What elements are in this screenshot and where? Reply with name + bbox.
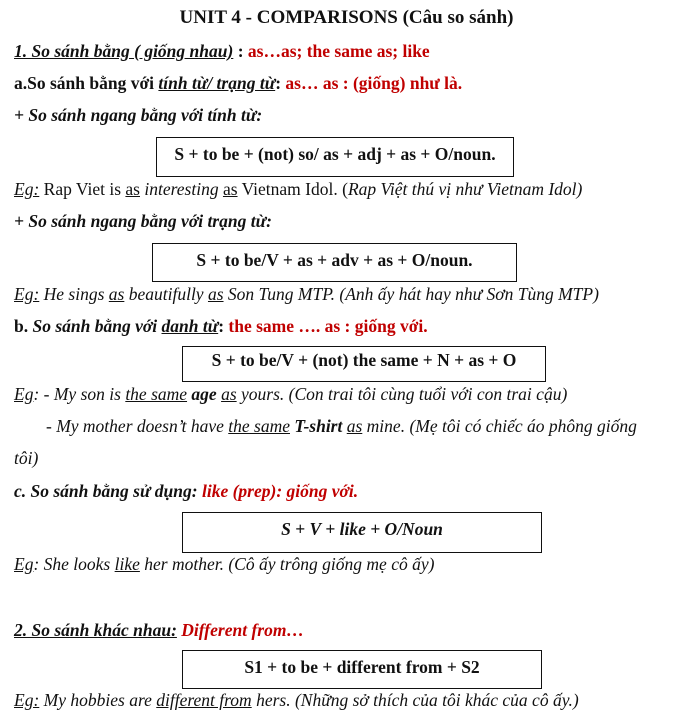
eg-as: as — [108, 284, 125, 304]
eg-as: as — [207, 284, 224, 304]
section-1-forms: as…as; the same as; like — [247, 41, 430, 61]
part-b-meaning: the same …. as : giống với. — [228, 316, 428, 336]
formula-box-adj — [156, 137, 514, 177]
section-2-heading: 2. So sánh khác nhau: — [14, 620, 177, 640]
part-a-underlined: tính từ/ trạng từ — [158, 73, 276, 93]
formula-different: S1 + to be + different from + S2 — [244, 657, 480, 677]
part-b-label: So sánh bằng với — [32, 316, 162, 336]
eg-label: Eg — [14, 384, 34, 404]
eg-text: : - My son is — [33, 384, 126, 404]
eg-text: My hobbies are — [39, 690, 157, 710]
formula-noun: S + to be/V + (not) the same + N + as + O — [211, 350, 517, 370]
part-b-colon: : — [218, 316, 229, 336]
eg-text: Rap Viet is — [39, 179, 126, 199]
formula-like: S + V + like + O/Noun — [281, 519, 443, 539]
part-a-prefix: a.So sánh bằng với — [14, 73, 159, 93]
eg-text: her mother. (Cô ấy trông giống mẹ cô ấy) — [139, 554, 435, 574]
section-1-sep: : — [233, 41, 248, 61]
formula-box-like — [182, 512, 542, 553]
eg-text: : She looks — [33, 554, 115, 574]
part-a-meaning: as… as : (giống) như là. — [285, 73, 463, 93]
eg-different-from: different from — [156, 690, 252, 710]
eg-text: Vietnam Idol. ( — [237, 179, 348, 199]
eg-text: - My mother doesn’t have — [46, 416, 229, 436]
eg-text: hers. (Những sở thích của tôi khác của cô ấy.) — [251, 690, 579, 710]
eg-text: yours. (Con trai tôi cùng tuổi với con trai cậu) — [236, 384, 568, 404]
eg-label: Eg — [14, 554, 34, 574]
noun-example-1 — [14, 383, 567, 405]
eg-text: beautifully — [124, 284, 208, 304]
eg-label: Eg: — [14, 690, 40, 710]
formula-adv: S + to be/V + as + adv + as + O/noun. — [196, 250, 473, 270]
different-example — [14, 689, 579, 711]
section-1-heading: 1. So sánh bằng ( giống nhau) — [14, 41, 234, 61]
part-b-prefix: b. — [14, 316, 33, 336]
formula-box-noun — [182, 346, 546, 382]
adv-heading: + So sánh ngang bằng với trạng từ: — [14, 211, 272, 231]
eg-noun: T-shirt — [294, 416, 343, 436]
noun-example-2-cont: tôi) — [14, 448, 39, 468]
part-a-line — [14, 72, 462, 94]
eg-as: as — [125, 179, 140, 199]
eg-as: as — [221, 384, 237, 404]
formula-box-adv — [152, 243, 517, 282]
adv-example — [14, 283, 599, 305]
like-example — [14, 553, 434, 575]
eg-label: Eg: — [14, 284, 40, 304]
eg-text: He sings — [39, 284, 109, 304]
eg-text: mine. (Mẹ tôi có chiếc áo phông giống — [362, 416, 637, 436]
formula-adj: S + to be + (not) so/ as + adj + as + O/noun. — [174, 144, 496, 164]
page-title: UNIT 4 - COMPARISONS (Câu so sánh) — [179, 7, 514, 28]
part-a-colon: : — [275, 73, 286, 93]
eg-as: as — [222, 179, 238, 199]
part-c-meaning: like (prep): giống với. — [201, 481, 359, 501]
adj-example — [14, 178, 582, 200]
eg-label: Eg: — [14, 179, 40, 199]
eg-noun: age — [191, 384, 217, 404]
eg-the-same: the same — [125, 384, 188, 404]
adj-heading: + So sánh ngang bằng với tính từ: — [14, 105, 263, 125]
section-2-forms: Different from… — [181, 620, 304, 640]
eg-text: Son Tung MTP. (Anh ấy hát hay như Sơn Tùng MTP) — [223, 284, 599, 304]
part-b-line — [14, 315, 428, 337]
part-c-line — [14, 480, 358, 502]
formula-box-different — [182, 650, 542, 689]
eg-translation: Rap Việt thú vị như Vietnam Idol) — [347, 179, 583, 199]
eg-like: like — [114, 554, 140, 574]
section-1-heading-line — [14, 40, 430, 62]
part-c-label: c. So sánh bằng sử dụng: — [14, 481, 202, 501]
eg-adjective: interesting — [144, 179, 219, 199]
eg-the-same: the same — [228, 416, 290, 436]
section-2-heading-line — [14, 619, 304, 641]
part-b-underlined: danh từ — [161, 316, 219, 336]
eg-as: as — [346, 416, 363, 436]
noun-example-2 — [46, 415, 637, 437]
